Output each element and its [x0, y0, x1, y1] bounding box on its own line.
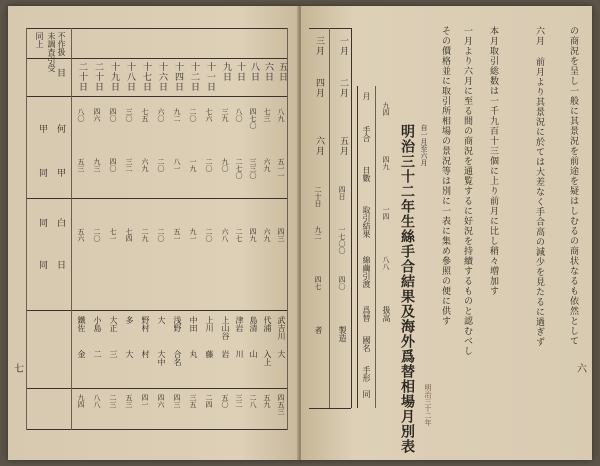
row-label: 目: [55, 68, 65, 77]
bottom-figure: 八八: [93, 394, 101, 408]
trader-right: 製造: [338, 326, 347, 342]
upper-value: 三九: [221, 108, 229, 122]
value-c: 一四: [382, 206, 390, 220]
upper-value: 七五: [141, 108, 149, 122]
mid-value: 三二: [125, 158, 133, 172]
mid-value: 四〇: [109, 158, 117, 172]
table-header: 爲替: [362, 306, 371, 322]
trader-sub: 山: [249, 350, 258, 358]
body-paragraph: その價格並に取引所相場の景況等は別に一表に集め參照の便に供す: [440, 26, 450, 326]
mid-value: 六九: [141, 158, 149, 172]
month-label: 二月: [338, 78, 348, 98]
row-label: 日: [55, 260, 65, 269]
trader-sub: 合名: [173, 350, 182, 366]
month-label: 三月: [314, 36, 324, 56]
upper-value: 六〇: [157, 108, 165, 122]
trader-sub: 岩: [221, 350, 230, 358]
month-label: 四月: [314, 78, 324, 98]
upper-value: 八〇: [77, 108, 85, 122]
trader-name: 鐵佐: [77, 316, 86, 332]
trader-sub: 大: [277, 350, 286, 358]
upper-value: 七六: [205, 108, 213, 122]
body-paragraph: 一月より六月に至る間の商況を通覧するに好況を持續するものと認むべし: [462, 26, 472, 356]
mid-value: 二〇: [157, 158, 165, 172]
bottom-figure: 九四: [77, 394, 85, 408]
body-paragraph: 本月取引総数は一千九百十三個に上り前月に比し稍々増加す: [488, 26, 498, 296]
date-column: 二十日: [93, 62, 103, 92]
month-label: 一月: [338, 36, 348, 56]
row-label: 同: [37, 260, 47, 269]
upper-value: 三〇: [125, 108, 133, 122]
table-header: 扱高: [382, 306, 391, 322]
header-note: 同上: [35, 32, 44, 48]
month-label: 六月: [314, 136, 324, 156]
lower-value: 六九: [263, 228, 271, 242]
lower-value: 七四: [125, 228, 133, 242]
mid-value: 六九: [263, 158, 271, 172]
bottom-figure: 二八: [249, 394, 257, 408]
date-column: 十一日: [205, 62, 215, 92]
value-c: 四九: [382, 156, 390, 170]
bottom-figure: 五〇: [221, 394, 229, 408]
table-header: 手形: [362, 366, 371, 382]
date-column: 十七日: [141, 62, 151, 92]
mid-value: 二七〇: [235, 158, 243, 179]
lower-value: 六八: [221, 228, 229, 242]
row-label: 同: [37, 218, 47, 227]
bottom-figure: 四五三: [277, 394, 285, 415]
date-column: 十日: [235, 62, 245, 82]
upper-value: 四七〇: [249, 108, 257, 129]
mid-value: 二〇: [205, 158, 213, 172]
date-column: 五日: [277, 62, 287, 82]
bottom-figure: 四三: [173, 394, 181, 408]
trader-name: 多: [125, 316, 134, 324]
bottom-figure: 五三: [125, 394, 133, 408]
mid-value: 三三〇: [249, 158, 257, 179]
table-header: 綿繭引渡: [362, 256, 371, 288]
row-label: 甲: [55, 168, 65, 177]
trader-sub: 藤: [205, 350, 214, 358]
trader-sub: 大中: [157, 350, 166, 366]
lower-value: 四九: [249, 228, 257, 242]
table-header: 國名: [362, 336, 371, 352]
mid-value: 九三: [93, 158, 101, 172]
value-c: 九四: [382, 102, 390, 116]
lower-value: 九一: [189, 228, 197, 242]
mid-value: 一九: [189, 158, 197, 172]
date-column: 二十日: [77, 62, 87, 92]
date-column: 十九日: [109, 62, 119, 92]
trader-name: 浅野: [173, 316, 182, 332]
mid-value: 八一: [173, 158, 181, 172]
trader-sub: 二: [93, 350, 102, 358]
upper-value: 八〇: [235, 108, 243, 122]
date-column: 六日: [263, 62, 273, 82]
lower-value: 四三: [277, 228, 285, 242]
lower-value: 二〇: [157, 228, 165, 242]
trader-sub: 丸: [189, 350, 198, 358]
table-header: 月: [362, 92, 371, 100]
lower-value: 五一: [173, 228, 181, 242]
value-a: 一七〇〇: [338, 226, 346, 254]
trader-sub: 大: [125, 350, 134, 358]
bottom-figure: 五九: [263, 394, 271, 408]
value-a: 九二: [314, 226, 322, 240]
trader-name: 大正: [109, 316, 118, 332]
body-paragraph: 六月 前月より其景況に於ては大差なく手合高の減少を見たるに過ぎず: [534, 26, 544, 347]
title-note: 自一月至六月: [420, 124, 428, 166]
trader-name: 小島: [93, 316, 102, 332]
row-label: 何: [55, 124, 65, 133]
date-column: 十四日: [173, 62, 183, 92]
upper-value: 四六: [93, 108, 101, 122]
trader-sub: 金: [77, 350, 86, 358]
trader-sub: 入上: [263, 350, 272, 366]
bottom-figure: 二三: [109, 394, 117, 408]
lower-value: 二〇: [205, 228, 213, 242]
table-header: 日數: [362, 166, 371, 182]
lower-value: 二九: [141, 228, 149, 242]
trader-name: 島清: [249, 316, 258, 332]
count-value: 四日: [338, 186, 346, 200]
month-label: 五月: [338, 136, 348, 156]
stamp-text: 明治三十二年: [424, 384, 432, 426]
count-value: 二十日: [314, 186, 322, 207]
upper-value: 七三: [263, 108, 271, 122]
date-column: 十八日: [125, 62, 135, 92]
table-header: 取引結果: [362, 206, 371, 238]
upper-value: 八九: [277, 108, 285, 122]
mid-value: 五三: [77, 158, 85, 172]
trader-name: 野村: [141, 316, 150, 332]
date-column: 八日: [249, 62, 259, 82]
row-label: 白: [55, 218, 65, 227]
bottom-figure: 二四: [205, 394, 213, 408]
trader-sub: 川: [235, 350, 244, 358]
body-paragraph: の商況を呈し一般に其景況を前途を疑はしむるの商状なるも依然として: [568, 26, 578, 346]
lower-value: 二〇: [93, 228, 101, 242]
lower-value: 五六: [77, 228, 85, 242]
upper-value: 二〇: [189, 108, 197, 122]
value-b: 四〇: [338, 276, 346, 290]
trader-right: 者: [314, 326, 323, 334]
lower-value: 七一: [109, 228, 117, 242]
table-title: 明治三十二年生絲手合結果及海外爲替相場月別表: [399, 124, 415, 454]
date-column: 十二日: [189, 62, 199, 92]
trader-name: 武吉川: [277, 316, 286, 340]
value-b: 四七: [314, 276, 322, 290]
bottom-figure: 四一: [141, 394, 149, 408]
page-number-right: 六: [577, 364, 587, 375]
upper-value: 四〇: [109, 108, 117, 122]
row-label: 同: [37, 168, 47, 177]
bottom-figure: 四六: [157, 394, 165, 408]
trader-name: 代浦: [263, 316, 272, 332]
row-label: 甲: [37, 124, 47, 133]
trader-name: 上山谷: [221, 316, 230, 340]
date-column: 十六日: [157, 62, 167, 92]
page-number-left: 七: [14, 364, 24, 375]
left-table: [26, 28, 288, 430]
table-header: 同: [362, 390, 371, 398]
book-spread: [8, 6, 592, 460]
trader-sub: 三: [109, 350, 118, 358]
table-header: 手合: [362, 126, 371, 142]
bottom-figure: 三五: [189, 394, 197, 408]
mid-value: 五一一: [277, 158, 285, 179]
upper-value: 九二: [173, 108, 181, 122]
header-note: 不作扱: [57, 32, 66, 56]
bottom-figure: 三二: [235, 394, 243, 408]
date-column: 九日: [221, 62, 231, 82]
trader-name: 大: [157, 316, 166, 324]
trader-name: 津岩: [235, 316, 244, 332]
mid-value: 九〇: [221, 158, 229, 172]
header-note: 未調査引受: [47, 32, 56, 72]
value-c: 八八: [382, 256, 390, 270]
lower-value: 二七: [235, 228, 243, 242]
trader-sub: 村: [141, 350, 150, 358]
trader-name: 中田: [189, 316, 198, 332]
left-page: [8, 6, 299, 460]
trader-name: 上川: [205, 316, 214, 332]
right-page: [301, 6, 592, 460]
